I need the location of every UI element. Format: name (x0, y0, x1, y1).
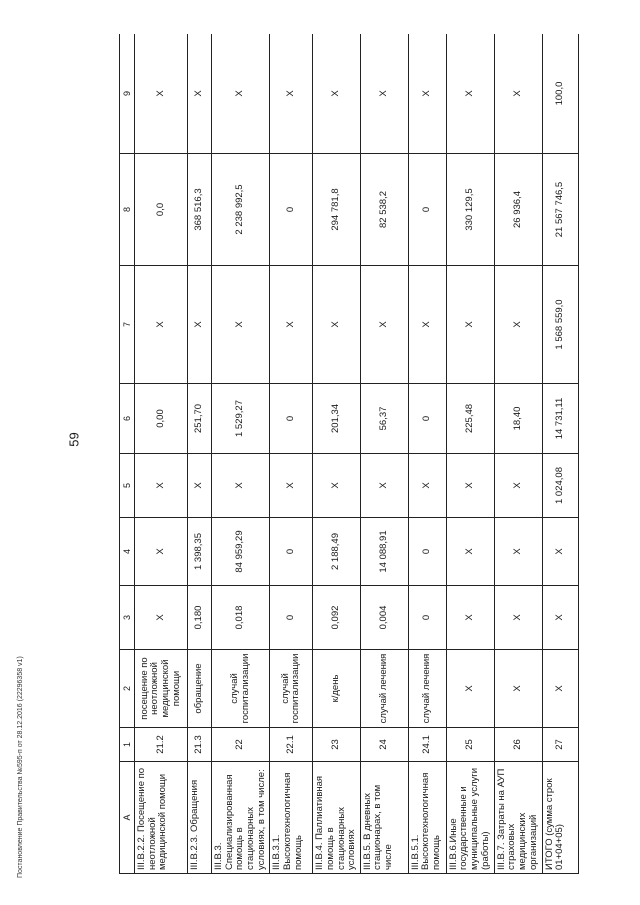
header-cell: 7 (120, 266, 135, 384)
col4-cell: 0 (270, 518, 313, 586)
unit-cell: случай госпитализации (212, 650, 270, 728)
unit-cell: обращение (188, 650, 212, 728)
header-cell: 5 (120, 454, 135, 518)
col4-cell: X (446, 518, 494, 586)
unit-cell: случай лечения (408, 650, 446, 728)
row-number: 24.1 (408, 728, 446, 762)
table-row (542, 34, 578, 874)
col5-cell: X (135, 454, 188, 518)
row-number: 21.2 (135, 728, 188, 762)
col7-cell: X (360, 266, 408, 384)
table-row (408, 34, 446, 874)
col8-cell: 21 567 746,5 (542, 154, 578, 266)
header-cell: 4 (120, 518, 135, 586)
col3-cell: X (494, 586, 542, 650)
row-name: III.В.2.3. Обращения (188, 762, 212, 874)
table-row (313, 34, 361, 874)
header-cell: 8 (120, 154, 135, 266)
header-cell: 9 (120, 34, 135, 154)
col5-cell: 1 024,08 (542, 454, 578, 518)
row-name: III.В.7. Затраты на АУП страховых медицинских организаций (494, 762, 542, 874)
col3-cell: 0,004 (360, 586, 408, 650)
col9-cell: X (446, 34, 494, 154)
page-number: 59 (66, 432, 82, 447)
table-sheet (119, 34, 579, 874)
col7-cell: X (408, 266, 446, 384)
unit-cell: случай госпитализации (270, 650, 313, 728)
header-cell: 6 (120, 384, 135, 454)
col3-cell: 0,018 (212, 586, 270, 650)
col8-cell: 294 781,8 (313, 154, 361, 266)
col4-cell: 2 188,49 (313, 518, 361, 586)
col8-cell: 82 538,2 (360, 154, 408, 266)
col8-cell: 368 516,3 (188, 154, 212, 266)
unit-cell: случай лечения (360, 650, 408, 728)
col6-cell: 0 (270, 384, 313, 454)
rotated-table-container (119, 34, 579, 874)
col9-cell: X (313, 34, 361, 154)
col6-cell: 14 731,11 (542, 384, 578, 454)
table-row (270, 34, 313, 874)
row-number: 22 (212, 728, 270, 762)
col8-cell: 2 238 992,5 (212, 154, 270, 266)
col7-cell: 1 568 559,0 (542, 266, 578, 384)
row-name: III.В.2.2. Посещение по неотложной медицинской помощи (135, 762, 188, 874)
col9-cell: X (188, 34, 212, 154)
row-name: III.В.4. Паллиативная помощь в стационарных условиях (313, 762, 361, 874)
col5-cell: X (494, 454, 542, 518)
col6-cell: 1 529,27 (212, 384, 270, 454)
row-number: 25 (446, 728, 494, 762)
col5-cell: X (408, 454, 446, 518)
col8-cell: 330 129,5 (446, 154, 494, 266)
row-name: III.В.3.1. Высокотехнологичная помощь (270, 762, 313, 874)
col9-cell: X (270, 34, 313, 154)
col8-cell: 0,0 (135, 154, 188, 266)
col3-cell: 0 (270, 586, 313, 650)
col5-cell: X (270, 454, 313, 518)
footer-text: Постановление Правительства №595-п от 28.12.2016 (22296358 v1) (17, 656, 24, 878)
col5-cell: X (188, 454, 212, 518)
col7-cell: X (270, 266, 313, 384)
row-name: III.В.3. Специализированная помощь в стационарных условиях, в том числе: (212, 762, 270, 874)
unit-cell: к/день (313, 650, 361, 728)
col9-cell: X (212, 34, 270, 154)
table-row (188, 34, 212, 874)
row-name: III.В.5. В дневных стационарах, в том числе (360, 762, 408, 874)
col6-cell: 201,34 (313, 384, 361, 454)
table-row (446, 34, 494, 874)
table-row (135, 34, 188, 874)
row-number: 24 (360, 728, 408, 762)
unit-cell: X (494, 650, 542, 728)
col6-cell: 225,48 (446, 384, 494, 454)
col5-cell: X (360, 454, 408, 518)
col9-cell: X (360, 34, 408, 154)
row-name: III.В.6.Иные государственные и муниципальные услуги (работы) (446, 762, 494, 874)
col7-cell: X (212, 266, 270, 384)
col8-cell: 26 936,4 (494, 154, 542, 266)
header-cell: 1 (120, 728, 135, 762)
col4-cell: 0 (408, 518, 446, 586)
col8-cell: 0 (270, 154, 313, 266)
table-row (360, 34, 408, 874)
header-cell: 2 (120, 650, 135, 728)
col7-cell: X (135, 266, 188, 384)
header-cell: А (120, 762, 135, 874)
table-row (212, 34, 270, 874)
col9-cell: 100,0 (542, 34, 578, 154)
row-number: 27 (542, 728, 578, 762)
col3-cell: 0 (408, 586, 446, 650)
col4-cell: X (542, 518, 578, 586)
col6-cell: 0 (408, 384, 446, 454)
col3-cell: 0,092 (313, 586, 361, 650)
row-number: 23 (313, 728, 361, 762)
col9-cell: X (408, 34, 446, 154)
col6-cell: 18,40 (494, 384, 542, 454)
col9-cell: X (494, 34, 542, 154)
unit-cell: X (446, 650, 494, 728)
col5-cell: X (446, 454, 494, 518)
row-name: ИТОГО (сумма строк 01+04+05) (542, 762, 578, 874)
col4-cell: 1 398,35 (188, 518, 212, 586)
col7-cell: X (188, 266, 212, 384)
col6-cell: 251,70 (188, 384, 212, 454)
col3-cell: X (135, 586, 188, 650)
table-row (494, 34, 542, 874)
col9-cell: X (135, 34, 188, 154)
col6-cell: 0,00 (135, 384, 188, 454)
col7-cell: X (313, 266, 361, 384)
col6-cell: 56,37 (360, 384, 408, 454)
row-number: 26 (494, 728, 542, 762)
col3-cell: X (542, 586, 578, 650)
unit-cell: X (542, 650, 578, 728)
row-number: 21.3 (188, 728, 212, 762)
col4-cell: X (494, 518, 542, 586)
row-number: 22.1 (270, 728, 313, 762)
col5-cell: X (313, 454, 361, 518)
col7-cell: X (494, 266, 542, 384)
col5-cell: X (212, 454, 270, 518)
col3-cell: 0,180 (188, 586, 212, 650)
row-name: III.В.5.1. Высокотехнологичная помощь (408, 762, 446, 874)
header-cell: 3 (120, 586, 135, 650)
col4-cell: 84 959,29 (212, 518, 270, 586)
unit-cell: посещение по неотложной медицинской помощи (135, 650, 188, 728)
col3-cell: X (446, 586, 494, 650)
data-table (119, 34, 579, 874)
col4-cell: 14 088,91 (360, 518, 408, 586)
col4-cell: X (135, 518, 188, 586)
col8-cell: 0 (408, 154, 446, 266)
header-row (120, 34, 135, 874)
col7-cell: X (446, 266, 494, 384)
